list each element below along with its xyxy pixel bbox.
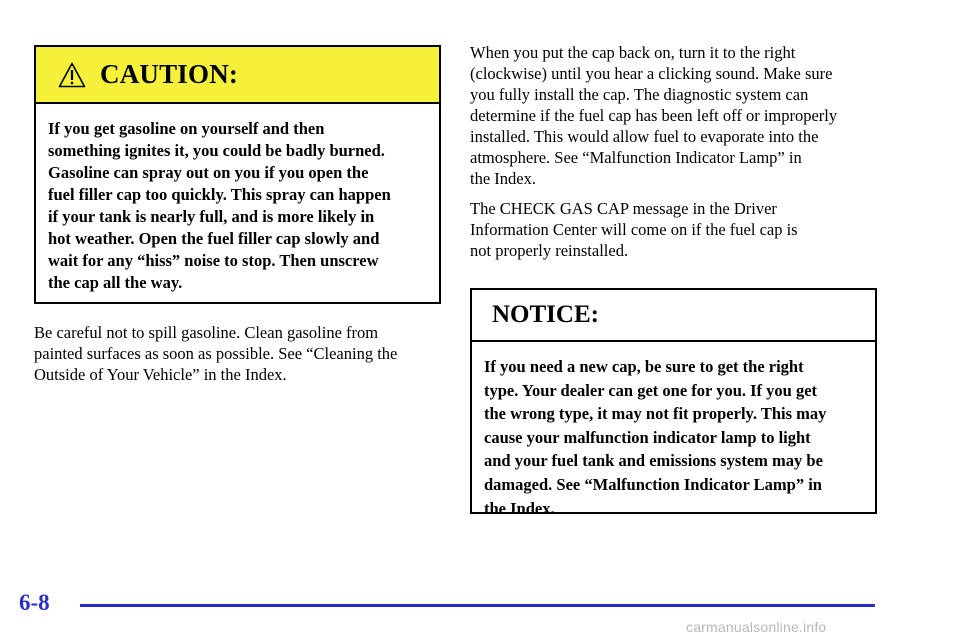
notice-line: type. Your dealer can get one for you. If you get — [484, 380, 818, 400]
paragraph-line: not properly reinstalled. — [470, 241, 629, 260]
notice-line: cause your malfunction indicator lamp to light — [484, 427, 811, 447]
notice-text — [472, 342, 875, 520]
notice-title: NOTICE: — [492, 301, 599, 328]
notice-header — [472, 290, 875, 342]
caution-line: fuel filler cap too quickly. This spray can happen — [48, 185, 391, 204]
caution-line: something ignites it, you could be badly burned. — [48, 141, 385, 160]
paragraph-line: atmosphere. See “Malfunction Indicator Lamp” in — [470, 148, 802, 167]
warning-triangle-icon — [58, 62, 86, 88]
caution-text — [36, 104, 439, 294]
paragraph-line: determine if the fuel cap has been left off or improperly — [470, 106, 838, 125]
caution-title: CAUTION: — [100, 59, 239, 89]
notice-line: the wrong type, it may not fit properly. This may — [484, 404, 827, 424]
caution-line: the cap all the way. — [48, 273, 183, 292]
footer-rule — [80, 604, 875, 607]
paragraph-line: you fully install the cap. The diagnostic system can — [470, 85, 809, 104]
paragraph-line: The CHECK GAS CAP message in the Driver — [470, 199, 777, 218]
paragraph-line: the Index. — [470, 169, 536, 188]
page-number: 6-8 — [19, 590, 50, 615]
paragraph-line: installed. This would allow fuel to evaporate into the — [470, 127, 819, 146]
paragraph-line: (clockwise) until you hear a clicking sound. Make sure — [470, 64, 833, 83]
paragraph-line: Outside of Your Vehicle” in the Index. — [34, 365, 287, 384]
caution-line: hot weather. Open the fuel filler cap slowly and — [48, 229, 380, 248]
caution-line: If you get gasoline on yourself and then — [48, 119, 325, 138]
check-gas-cap-paragraph — [470, 198, 877, 261]
paragraph-line: painted surfaces as soon as possible. See “Cleaning the — [34, 344, 398, 363]
watermark: carmanualsonline.info — [686, 619, 827, 635]
notice-line: and your fuel tank and emissions system may be — [484, 451, 823, 471]
spill-paragraph — [34, 322, 441, 385]
caution-line: wait for any “hiss” noise to stop. Then unscrew — [48, 251, 379, 270]
cap-install-paragraph — [470, 42, 877, 189]
notice-line: If you need a new cap, be sure to get the right — [484, 357, 804, 376]
notice-line: the Index. — [484, 498, 555, 518]
paragraph-line: Information Center will come on if the fuel cap is — [470, 220, 798, 239]
caution-line: if your tank is nearly full, and is more likely in — [48, 207, 375, 226]
left-column — [34, 45, 441, 385]
notice-box — [470, 288, 877, 518]
right-column — [470, 42, 877, 518]
caution-header — [36, 47, 439, 104]
paragraph-line: Be careful not to spill gasoline. Clean gasoline from — [34, 323, 379, 342]
notice-line: damaged. See “Malfunction Indicator Lamp” in — [484, 474, 822, 494]
paragraph-line: When you put the cap back on, turn it to the right — [470, 43, 796, 62]
caution-box — [34, 45, 441, 304]
caution-line: Gasoline can spray out on you if you open the — [48, 163, 369, 182]
